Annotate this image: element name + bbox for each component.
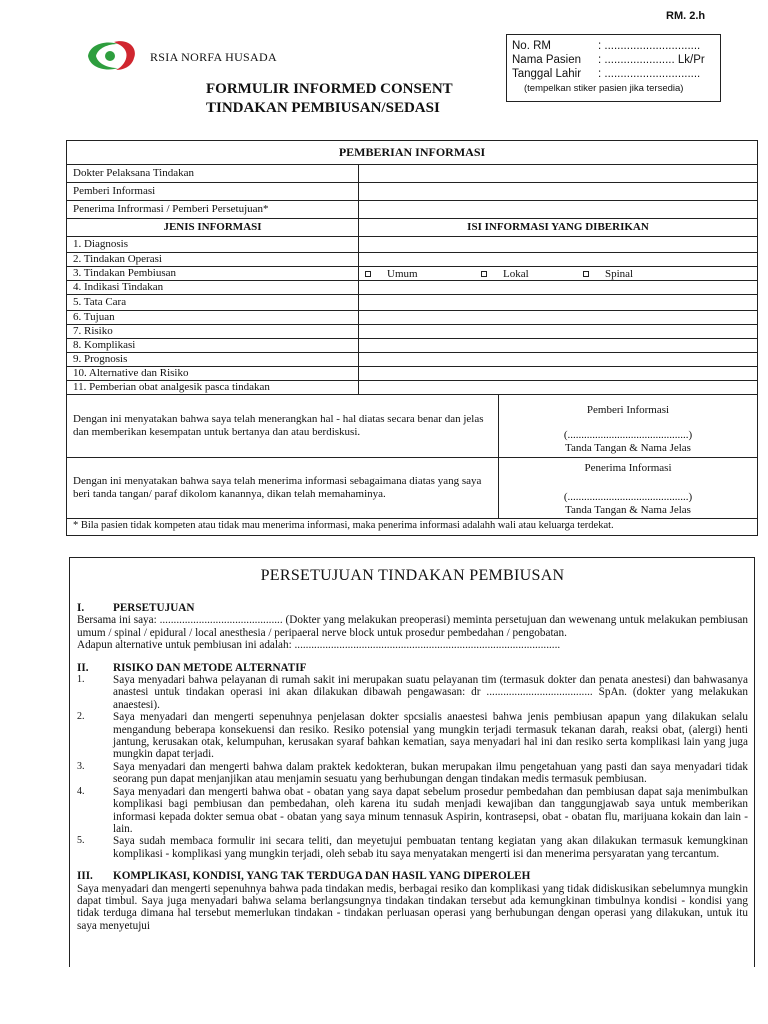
doctor-label: Dokter Pelaksana Tindakan [67,165,359,182]
list-number: 1. [77,674,85,686]
info-item-label: 9. Prognosis [67,353,359,366]
information-table [66,140,758,536]
option-spinal[interactable] [583,267,633,281]
table-row [67,339,757,353]
complication-paragraph: Saya menyadari dan mengerti sepenuhnya bahwa pada tindakan medis, berbagai resiko dan komplikasi yang tidak didiskusikan sebelumnya mungkin dapat timbul. Saya juga menyadari bahwa selama berlangsungnya tindakan tindakan tersebut ada kemungkinan timbulnya kondisi - kondisi yang tidak terduga dimana hal tersebut memerlukan tindakan - tindakan perluasan operasi yang berhubungan dengan operasi yang dilakukan, untuk itu saya menyetujui [77,882,748,932]
doctor-field[interactable] [359,165,757,182]
section-number: I. [77,602,85,614]
form-title-line-2: TINDAKAN PEMBIUSAN/SEDASI [206,100,440,116]
receiver-signature-caption: Tanda Tangan & Nama Jelas [565,504,691,516]
alternative-paragraph: Adapun alternative untuk pembiusan ini adalah: ............................................................................................... [77,639,561,652]
giver-statement-row [67,395,757,458]
info-item-label: 10. Alternative dan Risiko [67,367,359,380]
form-title [206,80,453,118]
patient-dob-row [512,67,720,81]
list-number: 5. [77,835,85,847]
column-header-type: JENIS INFORMASI [67,219,359,236]
info-item-label: 2. Tindakan Operasi [67,253,359,266]
list-item [77,835,748,860]
hospital-logo-icon [84,36,138,76]
info-item-label: 7. Risiko [67,325,359,338]
section-title: RISIKO DAN METODE ALTERNATIF [113,661,307,674]
table-row [67,367,757,381]
form-title-line-1: FORMULIR INFORMED CONSENT [206,81,453,97]
table-row [67,295,757,311]
recipient-field[interactable] [359,201,757,218]
info-item-field[interactable] [359,311,757,324]
table-row [67,325,757,339]
informant-label: Pemberi Informasi [67,183,359,200]
list-text: Saya menyadari bahwa pelayanan di rumah sakit ini merupakan suatu pelayanan tim (termasuk dokter dan penata anestesi) dan bahwasanya anastesi untuk tindakan operasi ini akan dilakukan dibawah pengawasan: dr ...................................... SpAn. (dokter yang melakukan anaestesi). [113,674,748,711]
checkbox-icon[interactable] [583,271,589,277]
patient-name-row [512,53,720,67]
section-title: KOMPLIKASI, KONDISI, YANG TAK TERDUGA DAN HASIL YANG DIPEROLEH [113,870,531,883]
section-heading [77,870,748,882]
checkbox-icon[interactable] [365,271,371,277]
option-lokal[interactable] [481,267,529,281]
patient-name-field[interactable]: : ...................... Lk/Pr [598,54,705,66]
table-row [67,281,757,295]
giver-label: Pemberi Informasi [586,404,670,416]
list-number: 2. [77,711,85,723]
list-text: Saya sudah membaca formulir ini secara teliti, dan meyetujui pembuatan tentang kegiatan yang akan dilakukan termasuk kemungkinan komplikasi - komplikasi yang mungkin terjadi, oleh sebab itu saya menyatakan mengerti isi dan menerima persyaratan yang tercantum. [113,835,748,860]
option-label: Lokal [503,267,529,280]
patient-rm-field[interactable]: : .............................. [598,40,701,52]
patient-dob-field[interactable]: : .............................. [598,68,701,80]
giver-signature-line[interactable]: (............................................) [563,429,693,441]
giver-signature-caption: Tanda Tangan & Nama Jelas [565,442,691,454]
hospital-name: RSIA NORFA HUSADA [150,50,277,64]
recipient-label: Penerima Infrormasi / Pemberi Persetujuan* [67,201,359,218]
info-item-field[interactable] [359,325,757,338]
information-table-title: PEMBERIAN INFORMASI [67,141,757,165]
info-item-field[interactable] [359,381,757,394]
giver-statement: Dengan ini menyatakan bahwa saya telah menerangkan hal - hal diatas secara benar dan jelas dan memberikan kesempatan untuk bertanya dan atau berdiskusi. [67,395,499,457]
list-number: 3. [77,760,85,772]
consent-title: PERSETUJUAN TINDAKAN PEMBIUSAN [260,567,565,584]
info-item-field[interactable] [359,295,757,310]
info-item-label: 5. Tata Cara [67,295,359,310]
table-row [67,381,757,395]
receiver-label: Penerima Informasi [584,462,672,474]
section-number: III. [77,870,93,883]
list-item [77,711,748,761]
table-row [67,165,757,183]
receiver-statement: Dengan ini menyatakan bahwa saya telah menerima informasi sebagaimana diatas yang saya beri tanda tangan/ paraf dikolom kanannya, dikan telah memahaminya. [67,458,499,518]
list-item [77,674,748,711]
sticker-note: (tempelkan stiker pasien jika tersedia) [524,83,684,94]
table-row [67,237,757,253]
section-number: II. [77,661,89,674]
column-header-content: ISI INFORMASI YANG DIBERIKAN [467,221,649,233]
section-heading [77,662,748,674]
checkbox-icon[interactable] [481,271,487,277]
info-item-field[interactable] [359,237,757,252]
option-umum[interactable] [365,267,418,281]
section-heading [77,602,748,614]
info-item-label: 4. Indikasi Tindakan [67,281,359,294]
patient-rm-row [512,39,720,53]
option-label: Umum [387,267,418,280]
patient-dob-label: Tanggal Lahir [512,68,582,80]
receiver-statement-row [67,458,757,519]
table-row [67,311,757,325]
list-text: Saya menyadari dan mengerti sepenuhnya penjelasan dokter spcsialis anaestesi bahwa jenis pembiusan apapun yang dilakukan selalu mengandung beberapa konsekuensi dan resiko. Resiko potensial yang mungkin terjadi termasuk tekanan darah, reaksi obat, (alergi) henti jantung, kerusakan otak, kelumpuhan, kerusakan syaraf bahkan kematian, saya menyadari hal ini dan resiko serta komplikasi lain yang juga mungkin dapat terjadi. [113,711,748,761]
info-item-field[interactable] [359,281,757,294]
list-text: Saya menyadari dan mengerti bahwa dalam praktek kedokteran, bukan merupakan ilmu pengetahuan yang pasti dan saya menyadari tidak seorang pun dapat menjanjikan atau menjamin sesuatu yang berhubungan dengan tindakan medis termasuk pembiusan. [113,760,748,786]
option-label: Spinal [605,267,634,280]
info-item-label: 11. Pemberian obat analgesik pasca tindakan [67,381,359,394]
receiver-signature-box[interactable] [499,458,757,518]
consent-paragraph: Bersama ini saya: ............................................ (Dokter yang melakukan preoperasi) meminta persetujuan dan wewenang untuk melakukan pembiusan umum / spinal / epidural / local anesthesia / peripaeral nerve block untuk prosedur pembedahan / pengobatan. [77,614,748,639]
table-header-row [67,219,757,237]
footnote: * Bila pasien tidak kompeten atau tidak mau menerima informasi, maka penerima informasi adalahh wali atau keluarga terdekat. [73,520,614,531]
info-item-field[interactable] [359,353,757,366]
list-text: Saya menyadari dan mengerti bahwa obat - obatan yang saya dapat sebelum prosedur pembedahan dan pembiusan dapat saja menimbulkan komplikasi bagi pembiusan dan pembedahan, oleh karena itu sudah menjadi kewajiban dan tanggungjawab saya untuk memberikan informasi kepada dokter semua obat - obatan yang saya minum tennasuk Aspirin, kontrasepsi, obat - obatan flu, marijuana kokain dan lain - lain. [113,785,748,835]
table-row [67,353,757,367]
list-item [77,761,748,786]
table-row [67,183,757,201]
info-item-label: 8. Komplikasi [67,339,359,352]
info-item-field[interactable] [359,339,757,352]
anesthesia-type-options [359,267,757,280]
list-item [77,786,748,836]
section-title: PERSETUJUAN [113,602,195,614]
info-item-label: 1. Diagnosis [67,237,359,252]
table-row [67,267,757,281]
patient-name-label: Nama Pasien [512,54,582,66]
patient-sticker-box[interactable] [506,34,721,102]
info-item-field[interactable] [359,367,757,380]
info-item-field[interactable] [359,253,757,266]
table-row [67,201,757,219]
receiver-signature-line[interactable]: (............................................) [563,491,693,503]
info-item-label: 3. Tindakan Pembiusan [67,267,359,280]
patient-rm-label: No. RM [512,40,551,52]
info-item-label: 6. Tujuan [67,311,359,324]
list-number: 4. [77,785,85,797]
informant-field[interactable] [359,183,757,200]
form-code: RM. 2.h [666,10,706,22]
table-row [67,253,757,267]
giver-signature-box[interactable] [499,395,757,457]
consent-section [69,557,755,967]
